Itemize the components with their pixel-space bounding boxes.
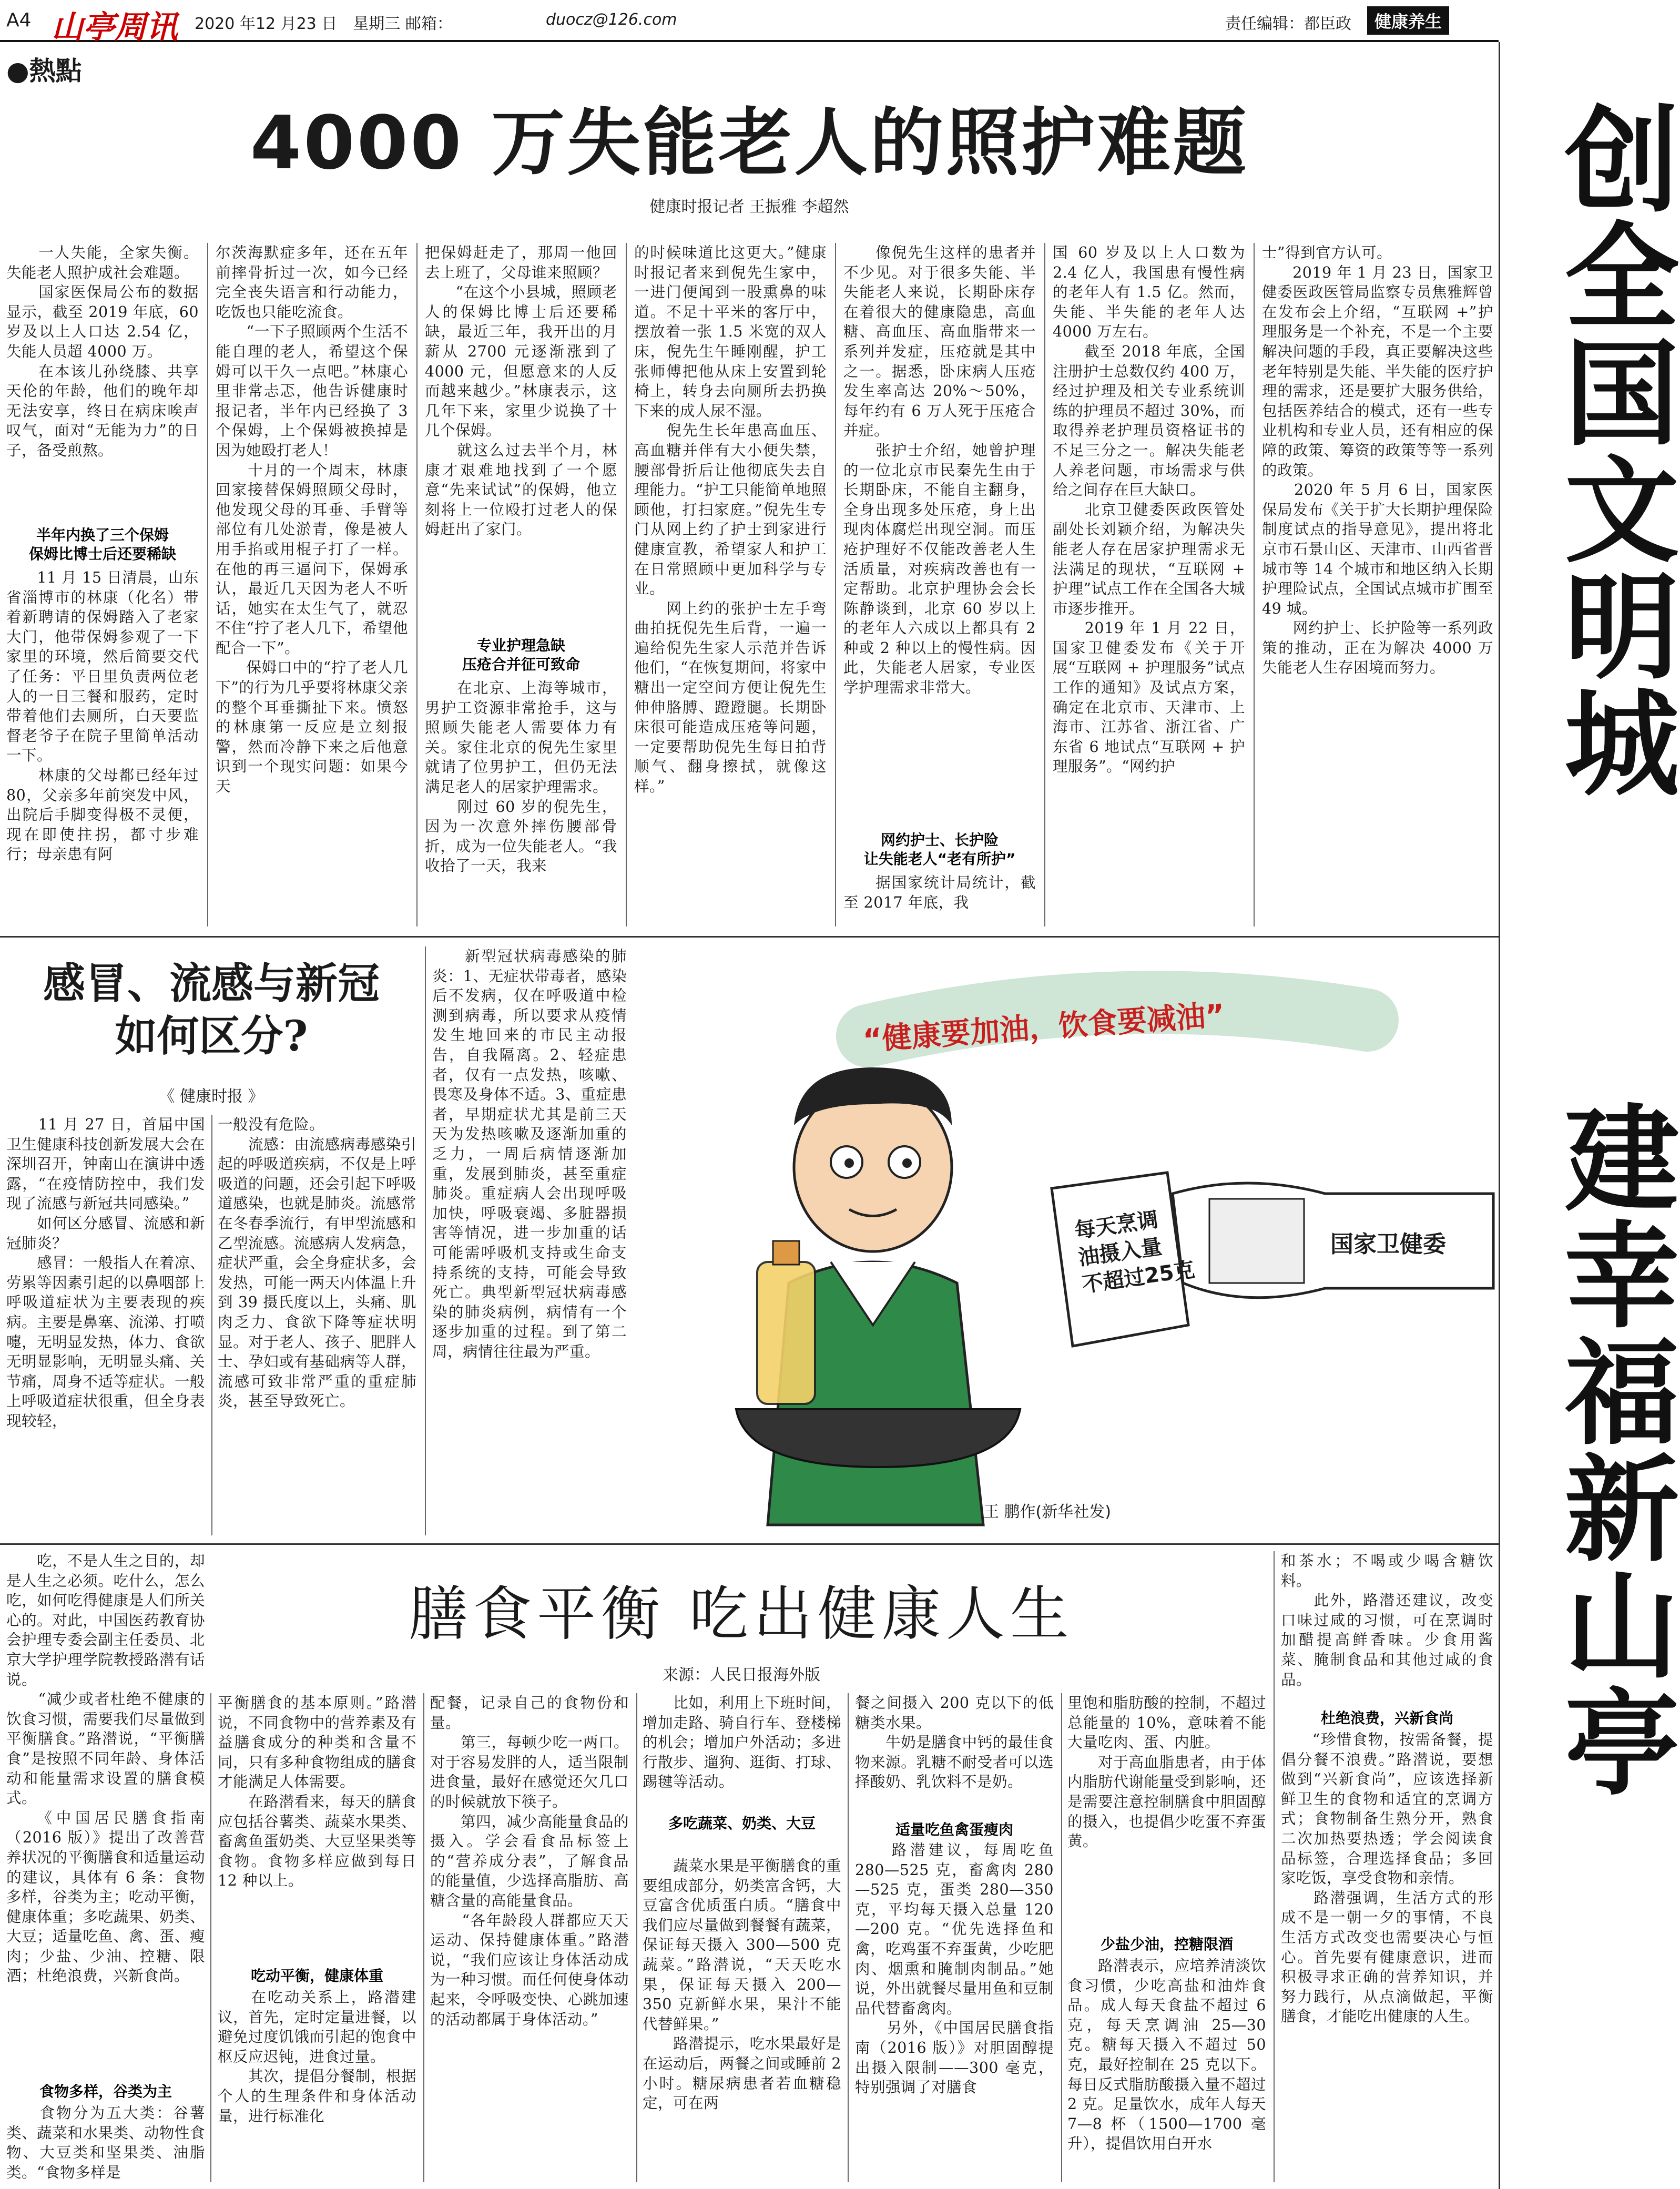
page-header [0,0,1499,46]
f3-sub2: 吃动平衡，健康体重 [250,1967,383,1984]
feature3-source: 来源：人民日报海外版 [663,1666,820,1684]
f1-col1: 一人失能，全家失衡。失能老人照护成社会难题。 国家医保局公布的数据显示，截至 2019 年底，60 岁及以上人口达 2.54 亿，失能人员超 4000 万。 在本该儿孙绕膝、共享天伦的年龄，他们的晚年却无法安享，终日在病床唉声叹气，面对“无能为力”的日子，备受煎熬。 [6,244,199,459]
f3-sub5: 适量吃鱼禽蛋瘦肉 [895,1821,1013,1838]
f1-col4: 的时候味道比这更大。”健康时报记者来到倪先生家中，一进门便闻到一股熏鼻的味道。不足十平米的客厅中，摆放着一张 1.5 米宽的双人床，倪先生午睡刚醒，护工张师傅把他从床上安置到轮椅上，转身去向厕所去扔换下来的成人尿不湿。 倪先生长年患高血压、高血糖并伴有大小便失禁，腰部骨折后让他彻底失去自理能力。“护工只能简单地照顾他，打扫家庭。”倪先生专门从网上约了护士到家进行健康宣教，希望家人和护工在日常照顾中更加科学与专业。 网上约的张护士左手弯曲拍抚倪先生后背，一遍一遍给倪先生家人示范并告诉他们，“在恢复期间，将家中糖出一定空间方便让倪先生伸伸胳膊、蹬蹬腿。长期卧床很可能造成压疮等问题，一定要帮助倪先生每日拍背顺气、翻身擦拭，就像这样。” [634,244,827,796]
side-slogan-panel [1499,42,1680,2189]
f3-col5: 餐之间摄入 200 克以下的低糖类水果。 牛奶是膳食中钙的最佳食物来源。乳糖不耐受者可以选择酸奶、乳饮料不是奶。 [855,1694,1054,1791]
f3-col2b: 在吃动关系上，路潜建议，首先，定时定量进餐，以避免过度饥饿而引起的饱食中枢反应迟钝，进食过量。 其次，提倡分餐制，根据个人的生理条件和身体活动量，进行标准化 [218,1989,416,2125]
cartoon-paper-text: 每天烹调 油摄入量 不超过25克 [1073,1207,1197,1298]
f1-col3: 把保姆赶走了，那周一他回去上班了，父母谁来照顾？ “在这个小县城，照顾老人的保姆比博士后还要稀缺，最近三年，我开出的月薪从 2700 元逐渐涨到了 4000 元，但愿意来的人反而越来越少。”林康表示，这几年下来，家里少说换了十几个保姆。 就这么过去半个月，林康才艰难地找到了一个愿意“先来试试”的保姆，他立刻将上一位殴打过老人的保姆赶出了家门。 [425,244,617,538]
f3-col2: 平衡膳食的基本原则。”路潜说，不同食物中的营养素及有益膳食成分的种类和含量不同，只有多种食物组成的膳食才能满足人体需要。 在路潜看来，每天的膳食应包括谷薯类、蔬菜水果类、畜禽鱼蛋奶类、大豆坚果类等食物。食物多样应做到每日 12 种以上。 [218,1694,416,1890]
f3-sub4: 多吃蔬菜、奶类、大豆 [668,1815,816,1832]
f1-col5b: 据国家统计局统计，截至 2017 年底，我 [843,874,1036,911]
cartoon-banner: “健康要加油，饮食要减油” [861,998,1226,1057]
f3-col5b: 路潜建议，每周吃鱼 280—525 克，畜禽肉 280—525 克，蛋类 280—350 克，平均每天摄入总量 120—200 克。“优先选择鱼和禽，吃鸡蛋不弃蛋黄，少吃肥肉、烟熏和腌制肉制品。”她说，外出就餐尽量用鱼和豆制品代替畜禽肉。 另外，《中国居民膳食指南（2016 版）》对胆固醇提出摄入限制——300 毫克，特别强调了对膳食 [855,1841,1054,2096]
f1-sub1: 半年内换了三个保姆 保姆比博士后还要稀缺 [28,526,176,563]
f1-col5: 像倪先生这样的患者并不少见。对于很多失能、半失能老人来说，长期卧床存在着很大的健康隐患，高血糖、高血压、高血脂带来一系列并发症，压疮就是其中之一。据悉，卧床病人压疮发生率高达 20%～50%，每年约有 6 万人死于压疮合并症。 张护士介绍，她曾护理的一位北京市民秦先生由于长期卧床，不能自主翻身，全身出现多处压疮，身上出现肉体腐烂出现空洞。而压疮护理好不仅能改善老人生活质量，对疾病改善也有一定帮助。北京护理协会会长陈静谈到，北京 60 岁以上的老年人六成以上都具有 2 种或 2 种以上的慢性病。因此，失能老人居家，专业医学护理需求非常大。 [843,244,1036,697]
f2-headline-line2: 如何区分? [115,1011,308,1061]
editor: 责任编辑：都臣政 [1225,15,1351,33]
feature3-headline: 膳食平衡 吃出健康人生 [409,1580,1074,1648]
email: duocz@126.com [546,11,677,29]
cartoon-credit: 王 鹏作(新华社发) [983,1503,1111,1521]
f2-col1: 11 月 27 日，首届中国卫生健康科技创新发展大会在深圳召开，钟南山在演讲中透露，“在疫情防控中，我们发现了流感与新冠共同感染。” 如何区分感冒、流感和新冠肺炎？ 感冒：一般指人在着凉、劳累等因素引起的以鼻咽部上呼吸道症状为主要表现的疾病。主要是鼻塞、流涕、打喷嚏，无明显发热，体力、食欲无明显影响，无明显头痛、关节痛，周身不适等症状。一般上呼吸道症状很重，但全身表现较轻， [6,1116,205,1430]
section-badge: 健康养生 [1367,6,1449,35]
f1-sub2: 专业护理急缺 压疮合并征可致命 [462,637,580,673]
page-number: A4 [6,9,32,31]
feature2-source: 《 健康时报 》 [159,1087,264,1106]
issue-date: 2020 年12 月23 日 星期三 邮箱： [195,15,453,33]
feature1-headline: 4000 万失能老人的照护难题 [250,100,1249,186]
f3-sub6: 少盐少油，控糖限酒 [1100,1936,1233,1953]
hot-topic-tag: ●熱點 [6,56,82,86]
f3-col4: 比如，利用上下班时间，增加走路、骑自行车、登楼梯的机会；增加户外活动；多进行散步、遛狗、逛街、打球、踢毽等活动。 [643,1694,841,1791]
f3-col7b: “珍惜食物，按需备餐，提倡分餐不浪费。”路潜说，要想做到“兴新食尚”，应该选择新鲜卫生的食物和适宜的烹调方式；食物制备生熟分开，熟食二次加热要热透；学会阅读食品标签，合理选择食品；多回家吃饭，享受食物和亲情。 路潜强调，生活方式的形成不是一朝一夕的事情，不良生活方式改变也需要决心与恒心。首先要有健康意识，进而积极寻求正确的营养知识，并努力践行，从点滴做起，平衡膳食，才能吃出健康的人生。 [1281,1731,1493,2025]
f2-headline-line1: 感冒、流感与新冠 [43,959,380,1008]
f2-col3: 新型冠状病毒感染的肺炎：1、无症状带毒者，感染后不发病，仅在呼吸道中检测到病毒，所以要求从疫情发生地回来的市民主动报告，自我隔离。2、轻症患者，仅有一点发热，咳嗽、畏寒及身体不适。3、重症患者，早期症状尤其是前三天天为发热咳嗽及逐渐加重的乏力，一周后病情逐渐加重，发展到肺炎，甚至重症肺炎。重症病人会出现呼吸加快，呼吸衰竭、多脏器损害等情况，进一步加重的话可能需呼吸机支持或生命支持系统的支持，可能会导致死亡。典型新型冠状病毒感染的肺炎病例，病情有一个逐步加重的过程。到了第二周，病情往往最为严重。 [432,948,627,1360]
f1-col3b: 在北京、上海等城市，男护工资源非常抢手，这与照顾失能老人需要体力有关。家住北京的倪先生家里就请了位男护工，但仍无法满足老人的居家护理需求。 刚过 60 岁的倪先生，因为一次意外摔伤腰部骨折，成为一位失能老人。“我收拾了一天，我来 [425,679,617,875]
f3-col1b: 食物分为五大类：谷薯类、蔬菜和水果类、动物性食物、大豆类和坚果类、油脂类。“食物多样是 [6,2104,205,2181]
slogan-line-1: 创全国文明城 [1545,100,1680,800]
cartoon [642,946,1493,1535]
cartoon-agency: 国家卫健委 [1330,1231,1446,1258]
f1-col6: 国 60 岁及以上人口数为 2.4 亿人，我国患有慢性病的老年人有 1.5 亿。然而，失能、半失能的老年人达 4000 万左右。 截至 2018 年底，全国注册护士总数仅约 400 万，经过护理及相关专业系统训练的护理员不超过 30%，而取得养老护理员资格证书的不足三分之一。解决失能老人养老问题，市场需求与供给之间存在巨大缺口。 北京卫健委医政医管处副处长刘颖介绍，为解决失能老人存在居家护理需求无法满足的现状，“互联网 + 护理”试点工作在全国各大城市逐步推开。 2019 年 1 月 22 日，国家卫健委发布《关于开展“互联网 + 护理服务”试点工作的通知》及试点方案，确定在北京市、天津市、上海市、江苏省、浙江省、广东省 6 地试点“互联网 + 护理服务”。“网约护 [1053,244,1245,776]
f2-col2: 一般没有危险。 流感：由流感病毒感染引起的呼吸道疾病，不仅是上呼吸道的问题，还会引起下呼吸道感染，也就是肺炎。流感常在冬春季流行，有甲型流感和乙型流感。流感病人发病急，症状严重，会全身症状多，会发热，可能一两天内体温上升到 39 摄氏度以上，头痛、肌肉乏力、食欲下降等症状明显。对于老人、孩子、肥胖人士、孕妇或有基础病等人群，流感可致非常严重的重症肺炎，甚至导致死亡。 [218,1116,416,1410]
f3-col7: 和茶水；不喝或少喝含糖饮料。 此外，路潜还建议，改变口味过咸的习惯，可在烹调时加醋提高鲜香味。少食用酱菜、腌制食品和其他过咸的食品。 [1281,1552,1493,1688]
f1-sub3: 网约护士、长护险 让失能老人“老有所护” [863,831,1016,868]
slogan-line-2: 建幸福新山亭 [1545,1099,1680,1799]
f3-sub1: 食物多样，谷类为主 [39,2083,172,2100]
f1-col7: 士”得到官方认可。 2019 年 1 月 23 日，国家卫健委医政医管局监察专员焦雅辉曾在发布会上介绍，“互联网 +”护理服务是一个补充，不是一个主要解决问题的手段，真正要解决这些老年特别是失能、半失能的医疗护理的需求，还是要扩大服务供给，包括医养结合的模式，还有一些专业机构和专业人员，还有相应的保障的政策、筹资的政策等等一系列的政策。 2020 年 5 月 6 日，国家医保局发布《关于扩大长期护理保险制度试点的指导意见》，提出将北京市石景山区、天津市、山西省晋城市等 14 个城市和地区纳入长期护理险试点，全国试点城市扩围至 49 城。 网约护士、长护险等一系列政策的推动，正在为解决 4000 万失能老人生存困境而努力。 [1262,244,1493,677]
f3-col4b: 蔬菜水果是平衡膳食的重要组成部分，奶类富含钙，大豆富含优质蛋白质。“膳食中我们应尽量做到餐餐有蔬菜，保证每天摄入 300—500 克蔬菜。”路潜说，“天天吃水果，保证每天摄入 200—350 克新鲜水果，果汁不能代替鲜果。” 路潜提示，吃水果最好是在运动后，两餐之间或睡前 2 小时。糖尿病患者若血糖稳定，可在两 [643,1857,841,2112]
f3-col6b: 路潜表示，应培养清淡饮食习惯，少吃高盐和油炸食品。成人每天食盐不超过 6 克，每天烹调油 25—30 克。糖每天摄入不超过 50 克，最好控制在 25 克以下。每日反式脂肪酸摄入量不超过 2 克。足量饮水，成年人每天 7—8 杯（1500—1700 毫升），提倡饮用白开水 [1067,1957,1271,2153]
f3-sub7: 杜绝浪费，兴新食尚 [1320,1709,1453,1727]
f1-col2: 尔茨海默症多年，还在五年前摔骨折过一次，如今已经完全丧失语言和行动能力，吃饭也只能吃流食。 “一下子照顾两个生活不能自理的老人，希望这个保姆可以干久一点吧。”林康心里非常忐忑，他告诉健康时报记者，半年内已经换了 3 个保姆，上个保姆被换掉是因为她殴打老人！ 十月的一个周末，林康回家接替保姆照顾父母时，他发现父母的耳垂、手臂等部位有几处淤青，像是被人用手掐或用棍子打了一样。在他的再三逼问下，保姆承认，最近几天因为老人不听话，她实在太生气了，就忍不住“拧了老人几下，希望他配合一下”。 保姆口中的“拧了老人几下”的行为几乎要将林康父亲的整个耳垂撕扯下来。愤怒的林康第一反应是立刻报警，然而冷静下来之后他意识到一个现实问题：如果今天 [216,244,408,796]
f3-col1: 吃，不是人生之目的，却是人生之必须。吃什么，怎么吃，如何吃得健康是人们所关心的。对此，中国医药教育协会护理专委会副主任委员、北京大学护理学院教授路潜有话说。 “减少或者杜绝不健康的饮食习惯，需要我们尽量做到平衡膳食。”路潜说，“平衡膳食”是按照不同年龄、身体活动和能量需求设置的膳食模式。 《中国居民膳食指南（2016 版）》提出了改善营养状况的平衡膳食和适量运动的建议，具体有 6 条：食物多样，谷类为主；吃动平衡，健康体重；多吃蔬果、奶类、大豆；适量吃鱼、禽、蛋、瘦肉；少盐、少油、控糖、限酒；杜绝浪费，兴新食尚。 [6,1552,205,1985]
f3-col6: 里饱和脂肪酸的控制，不超过总能量的 10%，意味着不能大量吃肉、蛋、内脏。 对于高血脂患者，由于体内脂肪代谢能量受到影响，还是需要注意控制膳食中胆固醇的摄入，也提倡少吃蛋不弃蛋黄。 [1067,1694,1266,1850]
f3-col3: 配餐，记录自己的食物份和量。 第三，每顿少吃一两口。对于容易发胖的人，适当限制进食量，最好在感觉还欠几口的时候就放下筷子。 第四，减少高能量食品的摄入。学会看食品标签上的“营养成分表”，了解食品的能量值，少选择高脂肪、高糖含量的高能量食品。 “各年龄段人群都应天天运动、保持健康体重。”路潜说，“我们应该让身体活动成为一种习惯。而任何使身体动起来，令呼吸变快、心跳加速的活动都属于身体活动。” [430,1694,629,2028]
feature1-byline: 健康时报记者 王振雅 李超然 [649,198,849,216]
masthead-logo: 山亭周讯 [52,9,178,46]
feature2-headline [6,957,416,1062]
f1-col1b: 11 月 15 日清晨，山东省淄博市的林康（化名）带着新聘请的保姆踏入了老家大门，他带保姆参观了一下家里的环境，然后简要交代了任务：平日里负责两位老人的一日三餐和服药，定时带着他们去厕所，白天要监督老爷子在院子里简单活动一下。 林康的父母都已经年过 80，父亲多年前突发中风，出院后手脚变得极不灵便，现在即使拄拐，都寸步难行；母亲患有阿 [6,569,199,863]
